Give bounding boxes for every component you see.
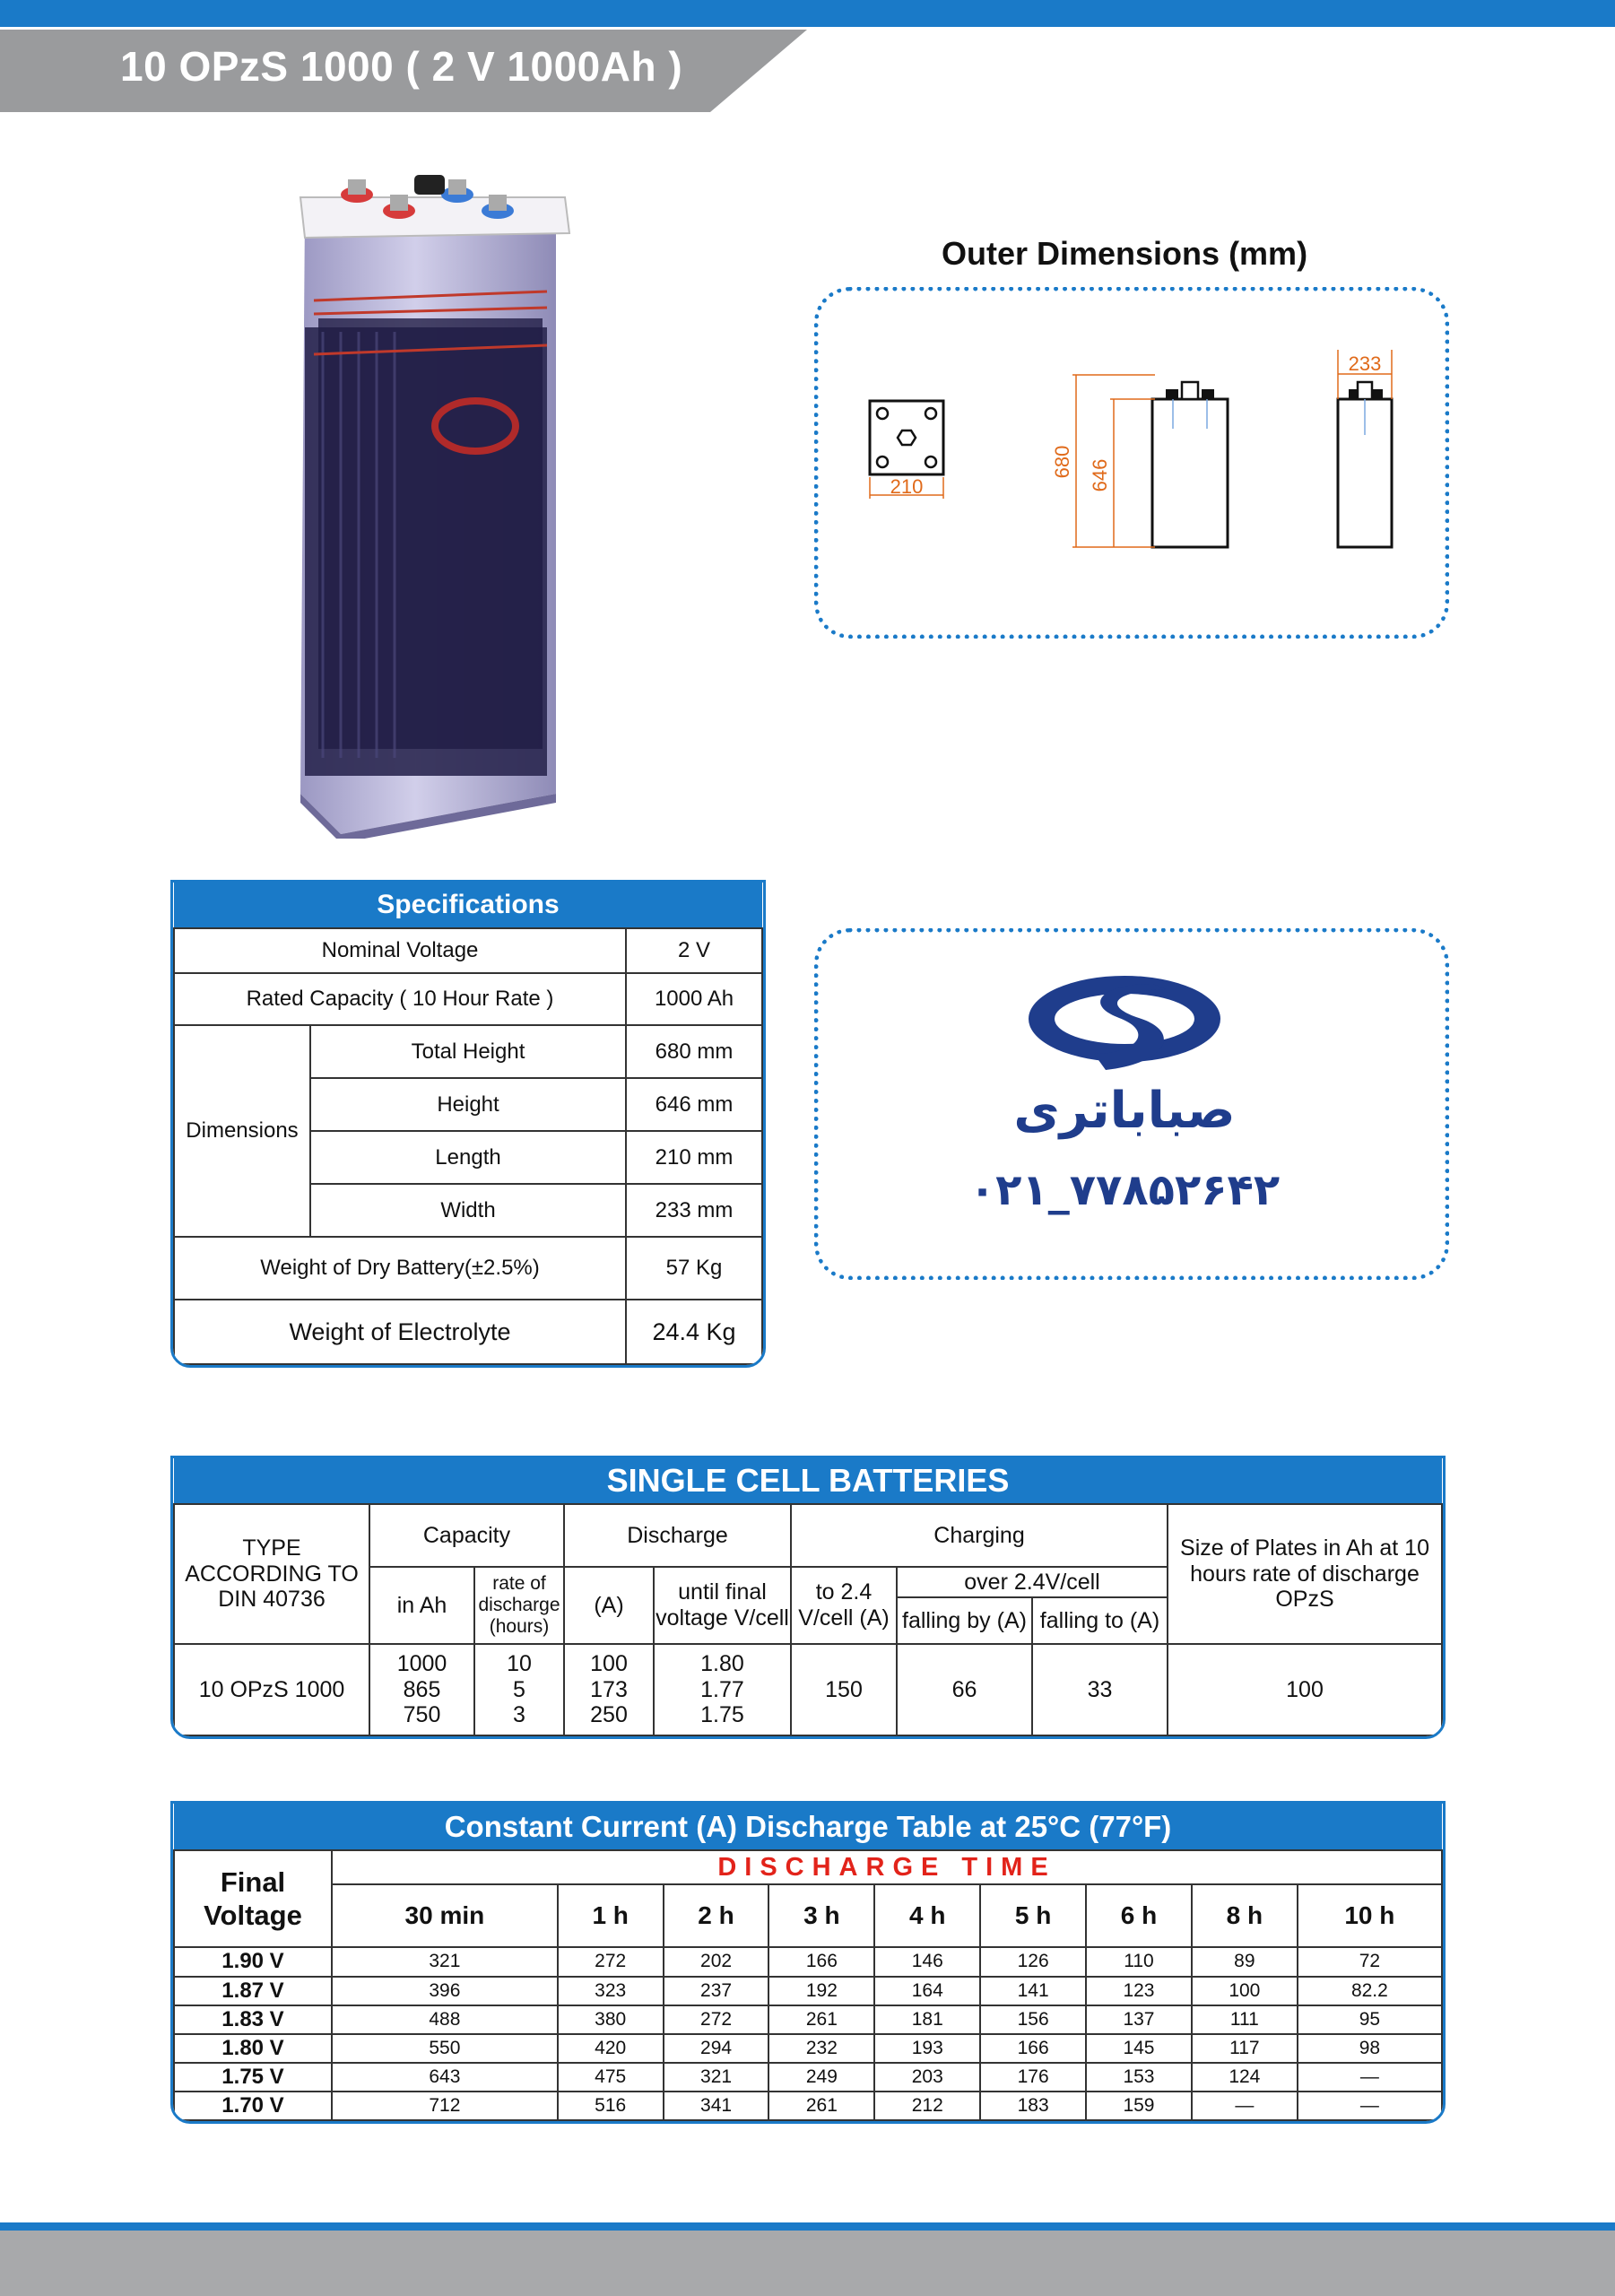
battery-photo (287, 175, 583, 839)
final-voltage-cell: 1.90 V (174, 1947, 332, 1976)
sub-over24: over 2.4V/cell (897, 1567, 1168, 1597)
side-width-label: 233 (1348, 352, 1382, 375)
spec-value: 210 mm (626, 1131, 762, 1184)
spec-value: 57 Kg (626, 1237, 762, 1300)
discharge-value-cell: 117 (1192, 2034, 1298, 2063)
spec-label: Nominal Voltage (174, 928, 626, 973)
cell-value: 10 (507, 1650, 532, 1676)
table-row (174, 2034, 1442, 2063)
table-row (174, 2063, 1442, 2092)
discharge-value-cell: 153 (1086, 2063, 1192, 2092)
row-type: 10 OPzS 1000 (174, 1644, 369, 1735)
cell-value: 250 (590, 1702, 628, 1728)
discharge-value-cell: 261 (768, 2092, 874, 2120)
discharge-value-cell: 643 (332, 2063, 558, 2092)
spec-label: Width (310, 1184, 626, 1237)
table-row (174, 2005, 1442, 2034)
discharge-column-header: 4 h (874, 1884, 980, 1948)
discharge-value-cell: 488 (332, 2005, 558, 2034)
discharge-column-header: 5 h (980, 1884, 1086, 1948)
brand-phone: ۰۲۱_۷۷۸۵۲۶۴۲ (968, 1165, 1281, 1215)
discharge-value-cell: 232 (768, 2034, 874, 2063)
sub-falling-by: falling by (A) (897, 1597, 1032, 1644)
discharge-value-cell: 272 (558, 1947, 664, 1976)
discharge-value-cell: 341 (664, 2092, 769, 2120)
row-to24: 150 (791, 1644, 897, 1735)
discharge-value-cell: 321 (332, 1947, 558, 1976)
discharge-value-cell: 126 (980, 1947, 1086, 1976)
cell-value: 5 (513, 1676, 525, 1702)
discharge-value-cell: 420 (558, 2034, 664, 2063)
discharge-value-cell: 146 (874, 1947, 980, 1976)
col-discharge: Discharge (564, 1504, 791, 1567)
footer-bar (0, 2231, 1615, 2296)
specifications-header: Specifications (174, 883, 762, 928)
spec-label: Weight of Electrolyte (174, 1300, 626, 1364)
discharge-value-cell: 145 (1086, 2034, 1192, 2063)
discharge-value-cell: 380 (558, 2005, 664, 2034)
page-title: 10 OPzS 1000 ( 2 V 1000Ah ) (120, 43, 683, 90)
table-row (174, 1977, 1442, 2005)
discharge-column-header: 1 h (558, 1884, 664, 1948)
discharge-value-cell: 193 (874, 2034, 980, 2063)
sub-rate: rate of discharge (hours) (474, 1567, 564, 1644)
discharge-value-cell: 110 (1086, 1947, 1192, 1976)
discharge-value-cell: 98 (1298, 2034, 1442, 2063)
discharge-value-cell: 261 (768, 2005, 874, 2034)
discharge-value-cell: 141 (980, 1977, 1086, 2005)
discharge-value-cell: 183 (980, 2092, 1086, 2120)
discharge-value-cell: 123 (1086, 1977, 1192, 2005)
discharge-value-cell: 516 (558, 2092, 664, 2120)
specifications-table (170, 880, 766, 1368)
cell-value: 173 (590, 1676, 628, 1702)
discharge-table-header: Constant Current (A) Discharge Table at 25°C (77°F) (174, 1804, 1442, 1850)
spec-label: Rated Capacity ( 10 Hour Rate ) (174, 973, 626, 1025)
cell-value: 1000 (396, 1650, 447, 1676)
top-accent-band (0, 0, 1615, 27)
cell-value: 1.75 (700, 1702, 744, 1728)
row-rate (474, 1644, 564, 1735)
spec-value: 2 V (626, 928, 762, 973)
col-capacity: Capacity (369, 1504, 564, 1567)
final-voltage-header: Final Voltage (174, 1850, 332, 1947)
discharge-table (170, 1801, 1446, 2124)
discharge-value-cell: 164 (874, 1977, 980, 2005)
spec-label: Total Height (310, 1025, 626, 1078)
cell-value: 750 (403, 1702, 441, 1728)
discharge-value-cell: 212 (874, 2092, 980, 2120)
outer-dimensions-drawing (814, 287, 1449, 639)
discharge-value-cell: 323 (558, 1977, 664, 2005)
spec-label: Length (310, 1131, 626, 1184)
discharge-value-cell: 192 (768, 1977, 874, 2005)
outer-dimensions-title: Outer Dimensions (mm) (942, 235, 1308, 272)
discharge-value-cell: 475 (558, 2063, 664, 2092)
discharge-value-cell: 249 (768, 2063, 874, 2092)
spec-value: 646 mm (626, 1078, 762, 1131)
col-charging: Charging (791, 1504, 1168, 1567)
brand-name: صباباتری (1013, 1082, 1236, 1140)
bottom-accent-band (0, 2222, 1615, 2231)
row-falling-to: 33 (1032, 1644, 1168, 1735)
brand-emblem (1029, 976, 1220, 1070)
discharge-value-cell: 82.2 (1298, 1977, 1442, 2005)
side-view-drawing (1338, 350, 1392, 547)
discharge-value-cell: 137 (1086, 2005, 1192, 2034)
discharge-value-cell: 95 (1298, 2005, 1442, 2034)
row-final-voltage (654, 1644, 791, 1735)
discharge-value-cell: 111 (1192, 2005, 1298, 2034)
discharge-value-cell: 181 (874, 2005, 980, 2034)
discharge-value-cell: 124 (1192, 2063, 1298, 2092)
discharge-column-header: 3 h (768, 1884, 874, 1948)
cell-value: 3 (513, 1702, 525, 1728)
discharge-value-cell: 72 (1298, 1947, 1442, 1976)
discharge-value-cell: 237 (664, 1977, 769, 2005)
discharge-value-cell: 321 (664, 2063, 769, 2092)
brand-logo (814, 928, 1449, 1280)
discharge-value-cell: 156 (980, 2005, 1086, 2034)
single-cell-table (170, 1456, 1446, 1739)
cell-value: 100 (590, 1650, 628, 1676)
discharge-value-cell: 550 (332, 2034, 558, 2063)
cell-value: 1.77 (700, 1676, 744, 1702)
row-amp (564, 1644, 654, 1735)
col-type: TYPE ACCORDING TO DIN 40736 (174, 1504, 369, 1644)
discharge-value-cell: 159 (1086, 2092, 1192, 2120)
sub-final-voltage: until final voltage V/cell (654, 1567, 791, 1644)
discharge-column-header: 6 h (1086, 1884, 1192, 1948)
discharge-value-cell: — (1192, 2092, 1298, 2120)
spec-label: Weight of Dry Battery(±2.5%) (174, 1237, 626, 1300)
spec-value: 1000 Ah (626, 973, 762, 1025)
final-voltage-cell: 1.80 V (174, 2034, 332, 2063)
discharge-value-cell: 166 (768, 1947, 874, 1976)
sub-amp: (A) (564, 1567, 654, 1644)
row-in-ah (369, 1644, 474, 1735)
total-height-label: 680 (1051, 445, 1073, 479)
final-voltage-cell: 1.87 V (174, 1977, 332, 2005)
discharge-value-cell: — (1298, 2063, 1442, 2092)
discharge-value-cell: — (1298, 2092, 1442, 2120)
height-label: 646 (1089, 458, 1111, 492)
spec-label: Height (310, 1078, 626, 1131)
front-view-drawing (1051, 375, 1228, 547)
spec-value: 680 mm (626, 1025, 762, 1078)
spec-group-label: Dimensions (174, 1025, 310, 1237)
col-plates: Size of Plates in Ah at 10 hours rate of discharge OPzS (1168, 1504, 1442, 1644)
row-plates: 100 (1168, 1644, 1442, 1735)
sub-to24: to 2.4 V/cell (A) (791, 1567, 897, 1644)
spec-value: 24.4 Kg (626, 1300, 762, 1364)
top-width-label: 210 (890, 475, 924, 498)
discharge-column-header: 8 h (1192, 1884, 1298, 1948)
sub-falling-to: falling to (A) (1032, 1597, 1168, 1644)
discharge-value-cell: 272 (664, 2005, 769, 2034)
discharge-value-cell: 89 (1192, 1947, 1298, 1976)
sub-in-ah: in Ah (369, 1567, 474, 1644)
discharge-value-cell: 100 (1192, 1977, 1298, 2005)
discharge-column-header: 30 min (332, 1884, 558, 1948)
single-cell-header: SINGLE CELL BATTERIES (174, 1458, 1442, 1504)
discharge-value-cell: 396 (332, 1977, 558, 2005)
discharge-column-header: 10 h (1298, 1884, 1442, 1948)
discharge-value-cell: 166 (980, 2034, 1086, 2063)
final-voltage-cell: 1.83 V (174, 2005, 332, 2034)
cell-value: 865 (403, 1676, 441, 1702)
spec-value: 233 mm (626, 1184, 762, 1237)
discharge-value-cell: 712 (332, 2092, 558, 2120)
discharge-value-cell: 294 (664, 2034, 769, 2063)
discharge-value-cell: 176 (980, 2063, 1086, 2092)
row-falling-by: 66 (897, 1644, 1032, 1735)
discharge-value-cell: 202 (664, 1947, 769, 1976)
final-voltage-cell: 1.70 V (174, 2092, 332, 2120)
cell-value: 1.80 (700, 1650, 744, 1676)
table-row (174, 1947, 1442, 1976)
table-row (174, 2092, 1442, 2120)
discharge-value-cell: 203 (874, 2063, 980, 2092)
top-view-drawing (870, 401, 943, 499)
discharge-time-header: DISCHARGE TIME (332, 1850, 1442, 1883)
discharge-column-header: 2 h (664, 1884, 769, 1948)
final-voltage-cell: 1.75 V (174, 2063, 332, 2092)
